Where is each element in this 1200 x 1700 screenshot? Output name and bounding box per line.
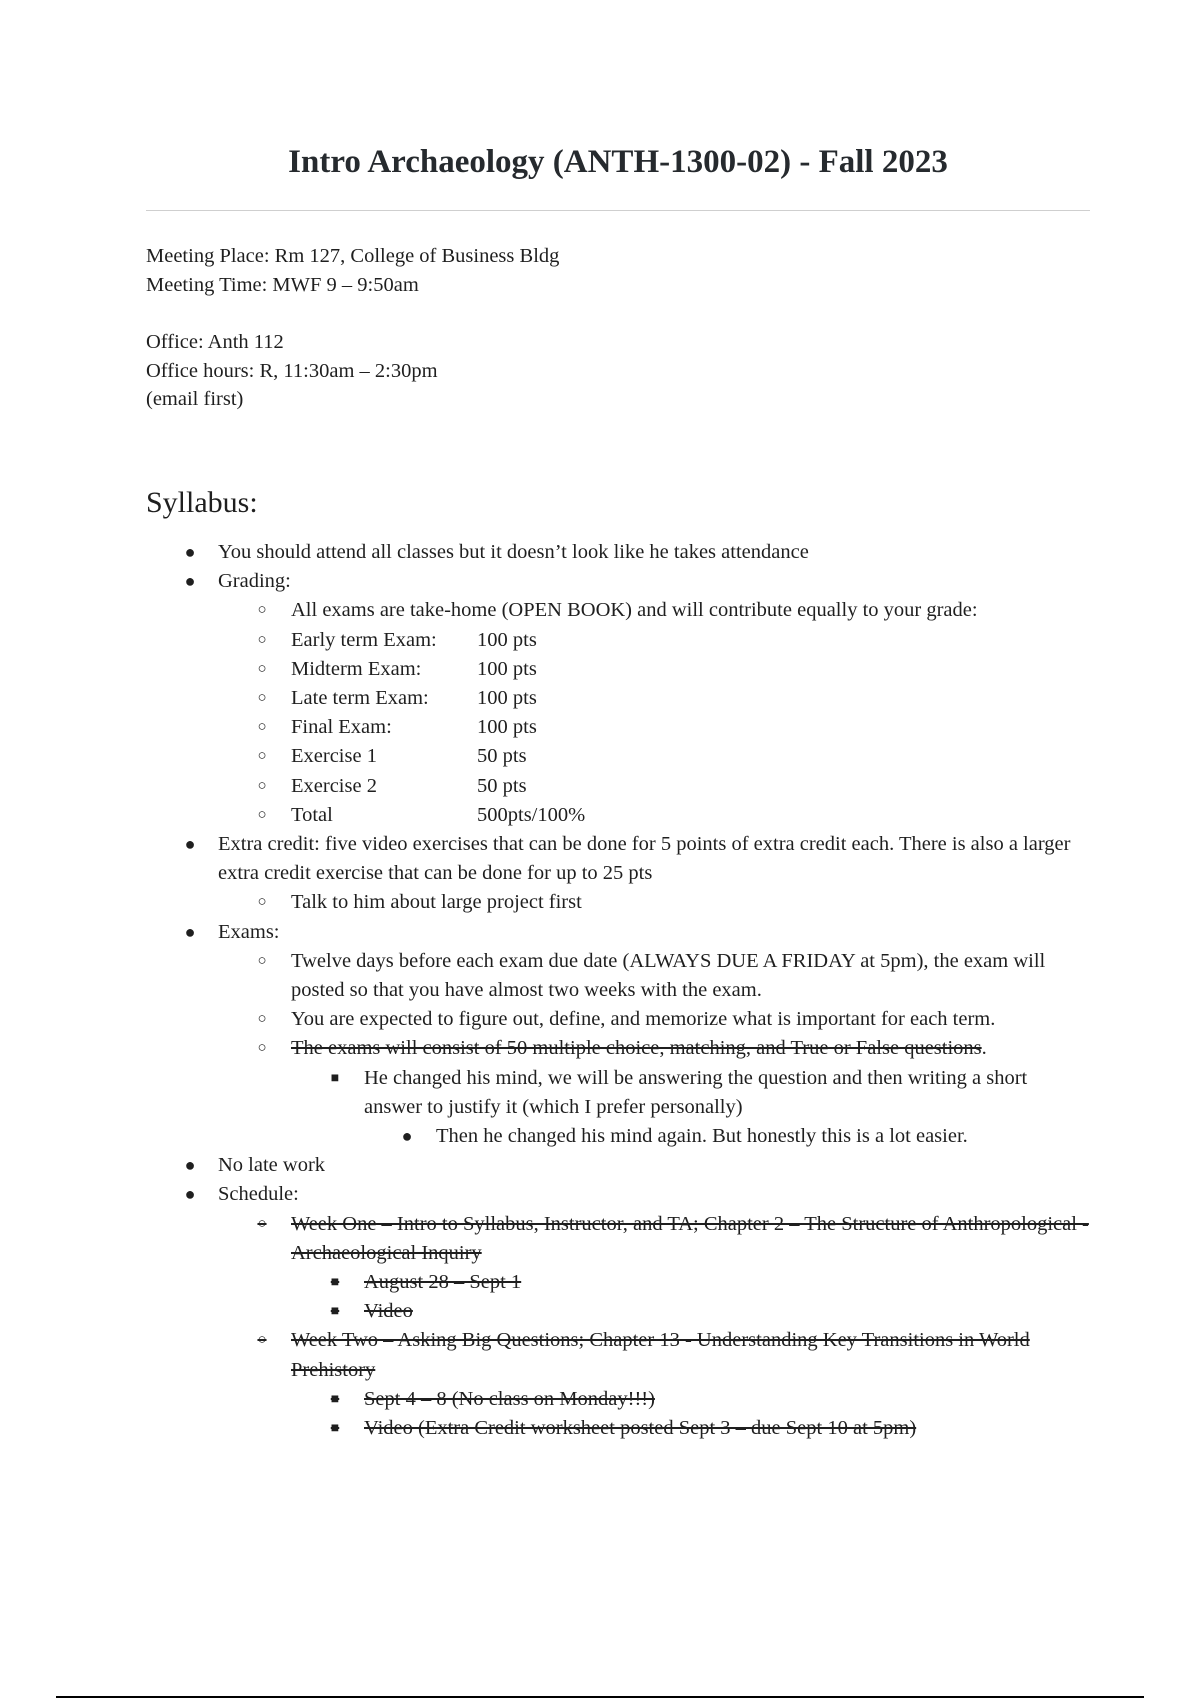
list-item-grading <box>146 567 1090 596</box>
week-two-dates-text: Sept 4 – 8 (No class on Monday!!!) <box>364 1387 655 1410</box>
grade-label: Total <box>291 803 333 826</box>
office-location: Office: Anth 112 <box>146 331 284 353</box>
disc-bullet-icon: ● <box>184 834 196 855</box>
circle-bullet-icon: ○ <box>257 719 267 736</box>
disc-bullet-icon: ● <box>184 1155 196 1176</box>
office-info <box>146 328 438 414</box>
list-item-exams <box>146 918 1090 947</box>
page-bottom-border <box>56 1696 1144 1698</box>
list-item-grading-intro <box>146 596 1090 625</box>
circle-bullet-icon: ○ <box>257 631 267 648</box>
grade-points: 100 pts <box>477 628 537 651</box>
grade-row-total <box>146 801 1090 830</box>
circle-bullet-icon: ○ <box>257 1040 267 1057</box>
document-title: Intro Archaeology (ANTH-1300-02) - Fall 2023 <box>288 144 948 180</box>
list-item-exam-format <box>146 1034 1090 1063</box>
grade-row-early-term <box>146 626 1090 655</box>
disc-bullet-icon: ● <box>184 571 196 592</box>
grade-points: 100 pts <box>477 716 537 739</box>
schedule-week-one <box>146 1210 1090 1268</box>
list-item-attendance <box>146 538 1090 567</box>
grading-intro-text: All exams are take-home (OPEN BOOK) and will contribute equally to your grade: <box>291 599 978 622</box>
circle-bullet-icon: ○ <box>257 894 267 911</box>
title-divider <box>146 210 1090 211</box>
square-bullet-icon: ■ <box>330 1391 340 1407</box>
list-item-schedule <box>146 1180 1090 1209</box>
circle-bullet-icon: ○ <box>257 1332 267 1349</box>
grade-row-final <box>146 713 1090 742</box>
list-item-exam-change-2 <box>146 1122 1090 1151</box>
grade-label: Midterm Exam: <box>291 657 422 680</box>
circle-bullet-icon: ○ <box>257 806 267 823</box>
exam-expectation-text: You are expected to figure out, define, and memorize what is important for each term. <box>291 1008 996 1031</box>
office-note: (email first) <box>146 388 244 410</box>
circle-bullet-icon: ○ <box>257 748 267 765</box>
grade-points: 50 pts <box>477 745 527 768</box>
late-work-text: No late work <box>218 1154 326 1177</box>
circle-bullet-icon: ○ <box>257 1011 267 1028</box>
grade-label: Exercise 1 <box>291 745 377 768</box>
disc-bullet-icon: ● <box>401 1126 413 1147</box>
disc-bullet-icon: ● <box>184 542 196 562</box>
grading-label: Grading: <box>218 570 291 593</box>
exam-posting-text: Twelve days before each exam due date (ALWAYS DUE A FRIDAY at 5pm), the exam will posted so that you have almost two weeks with the exam. <box>291 949 1046 1002</box>
attendance-text: You should attend all classes but it doesn’t look like he takes attendance <box>218 541 809 563</box>
exams-label: Exams: <box>218 920 280 943</box>
week-one-dates-text: August 28 – Sept 1 <box>364 1271 522 1294</box>
exam-change-2-text: Then he changed his mind again. But honestly this is a lot easier. <box>436 1125 968 1148</box>
disc-bullet-icon: ● <box>184 921 196 942</box>
list-item-extra-credit-note <box>146 888 1090 917</box>
grade-row-exercise-2 <box>146 772 1090 801</box>
circle-bullet-icon: ○ <box>257 952 267 969</box>
list-item-late-work <box>146 1151 1090 1180</box>
grade-row-late-term <box>146 684 1090 713</box>
grade-label: Early term Exam: <box>291 628 437 651</box>
grade-points: 500pts/100% <box>477 803 586 826</box>
grade-row-exercise-1 <box>146 742 1090 771</box>
circle-bullet-icon: ○ <box>257 602 267 619</box>
circle-bullet-icon: ○ <box>257 660 267 677</box>
grade-points: 100 pts <box>477 687 537 710</box>
exam-format-struck-text: The exams will consist of 50 multiple choice, matching, and True or False questions <box>291 1037 982 1060</box>
square-bullet-icon: ■ <box>330 1421 340 1437</box>
circle-bullet-icon: ○ <box>257 777 267 794</box>
grade-label: Final Exam: <box>291 716 392 739</box>
square-bullet-icon: ■ <box>330 1070 340 1086</box>
list-item-exam-posting <box>146 947 1090 1005</box>
grade-label: Late term Exam: <box>291 687 429 710</box>
list-item-exam-change-1 <box>146 1064 1090 1122</box>
grade-points: 100 pts <box>477 657 537 680</box>
circle-bullet-icon: ○ <box>257 1215 267 1232</box>
extra-credit-note: Talk to him about large project first <box>291 891 582 914</box>
schedule-week-one-video <box>146 1297 1090 1326</box>
square-bullet-icon: ■ <box>330 1304 340 1320</box>
grade-points: 50 pts <box>477 774 527 797</box>
extra-credit-text: Extra credit: five video exercises that can be done for 5 points of extra credit each. There is also a larger extra credit exercise that can be done for up to 25 pts <box>218 833 1071 885</box>
list-item-exam-expectation <box>146 1005 1090 1034</box>
week-two-video-text: Video (Extra Credit worksheet posted Sept 3 – due Sept 10 at 5pm) <box>364 1417 917 1440</box>
square-bullet-icon: ■ <box>330 1275 340 1291</box>
exam-change-1-text: He changed his mind, we will be answering the question and then writing a short answer to justify it (which I prefer personally) <box>364 1066 1028 1118</box>
list-item-extra-credit <box>146 830 1090 888</box>
circle-bullet-icon: ○ <box>257 690 267 707</box>
grade-label: Exercise 2 <box>291 774 377 797</box>
meeting-place: Meeting Place: Rm 127, College of Business Bldg <box>146 245 560 267</box>
schedule-week-two-video <box>146 1414 1090 1443</box>
grade-row-midterm <box>146 655 1090 684</box>
office-hours: Office hours: R, 11:30am – 2:30pm <box>146 359 438 382</box>
meeting-time: Meeting Time: MWF 9 – 9:50am <box>146 273 419 296</box>
week-two-title: Week Two – Asking Big Questions; Chapter 13 - Understanding Key Transitions in World Prehistory <box>291 1329 1030 1381</box>
schedule-week-two <box>146 1326 1090 1384</box>
syllabus-list <box>146 538 1090 1443</box>
meeting-info <box>146 242 559 299</box>
schedule-label: Schedule: <box>218 1183 299 1206</box>
week-one-video-text: Video <box>364 1300 413 1323</box>
disc-bullet-icon: ● <box>184 1184 196 1205</box>
syllabus-heading: Syllabus: <box>146 486 258 519</box>
schedule-week-one-dates <box>146 1268 1090 1297</box>
exam-format-period: . <box>981 1037 987 1060</box>
schedule-week-two-dates <box>146 1385 1090 1414</box>
week-one-title: Week One – Intro to Syllabus, Instructor, and TA; Chapter 2 – The Structure of Anthropological - Archaeological Inquiry <box>291 1212 1089 1264</box>
